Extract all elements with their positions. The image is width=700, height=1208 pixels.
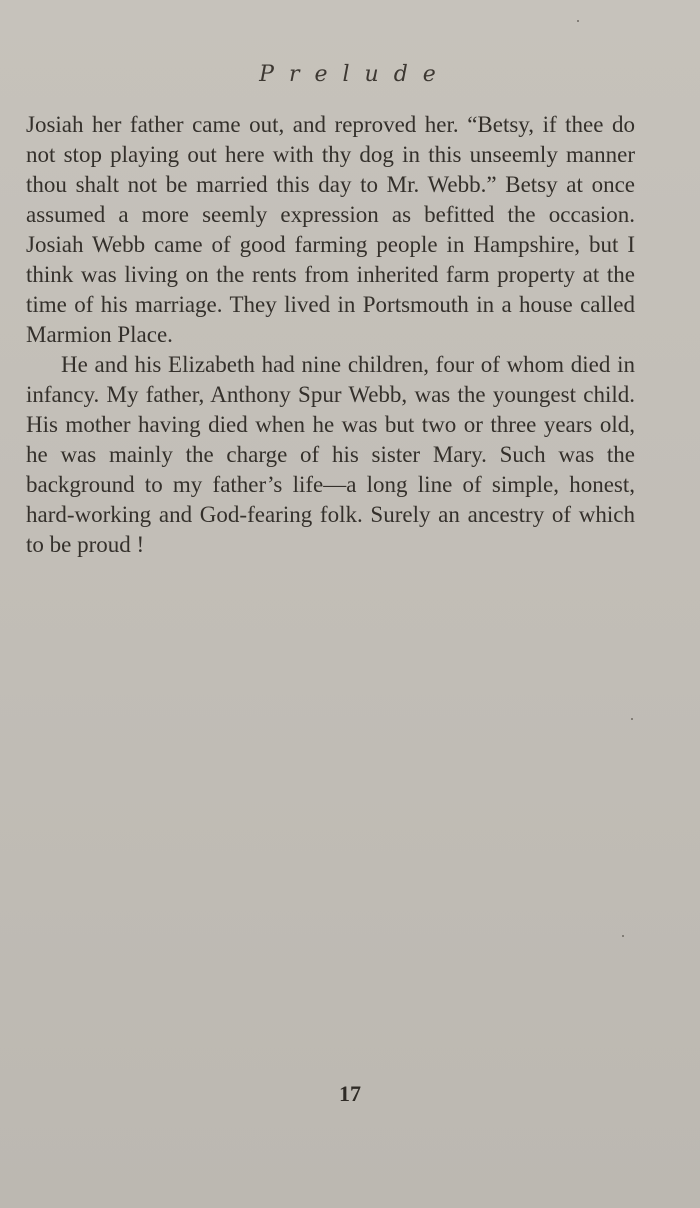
paper-speck (631, 718, 633, 720)
paragraph-1: Josiah her father came out, and reproved her. “Betsy, if thee do not stop playing out here with thy dog in this unseemly manner thou shalt not be married this day to Mr. Webb.” Betsy at once assumed a more seemly expression as befitted the occasion. Josiah Webb came of good farming people in Hampshire, but I think was living on the rents from inherited farm property at the time of his marriage. They lived in Portsmouth in a house called Marmion Place. (26, 112, 635, 347)
paper-speck (622, 935, 624, 937)
running-head: Prelude (259, 62, 451, 87)
paper-speck (577, 20, 579, 22)
page-number: 17 (339, 1081, 361, 1106)
body-text (26, 110, 635, 560)
paragraph-2: He and his Elizabeth had nine children, four of whom died in infancy. My father, Anthony Spur Webb, was the youngest child. His mother having died when he was but two or three years old, he was mainly the charge of his sister Mary. Such was the background to my father’s life—a long line of simple, honest, hard-working and God-fearing folk. Surely an ancestry of which to be proud ! (26, 352, 635, 557)
